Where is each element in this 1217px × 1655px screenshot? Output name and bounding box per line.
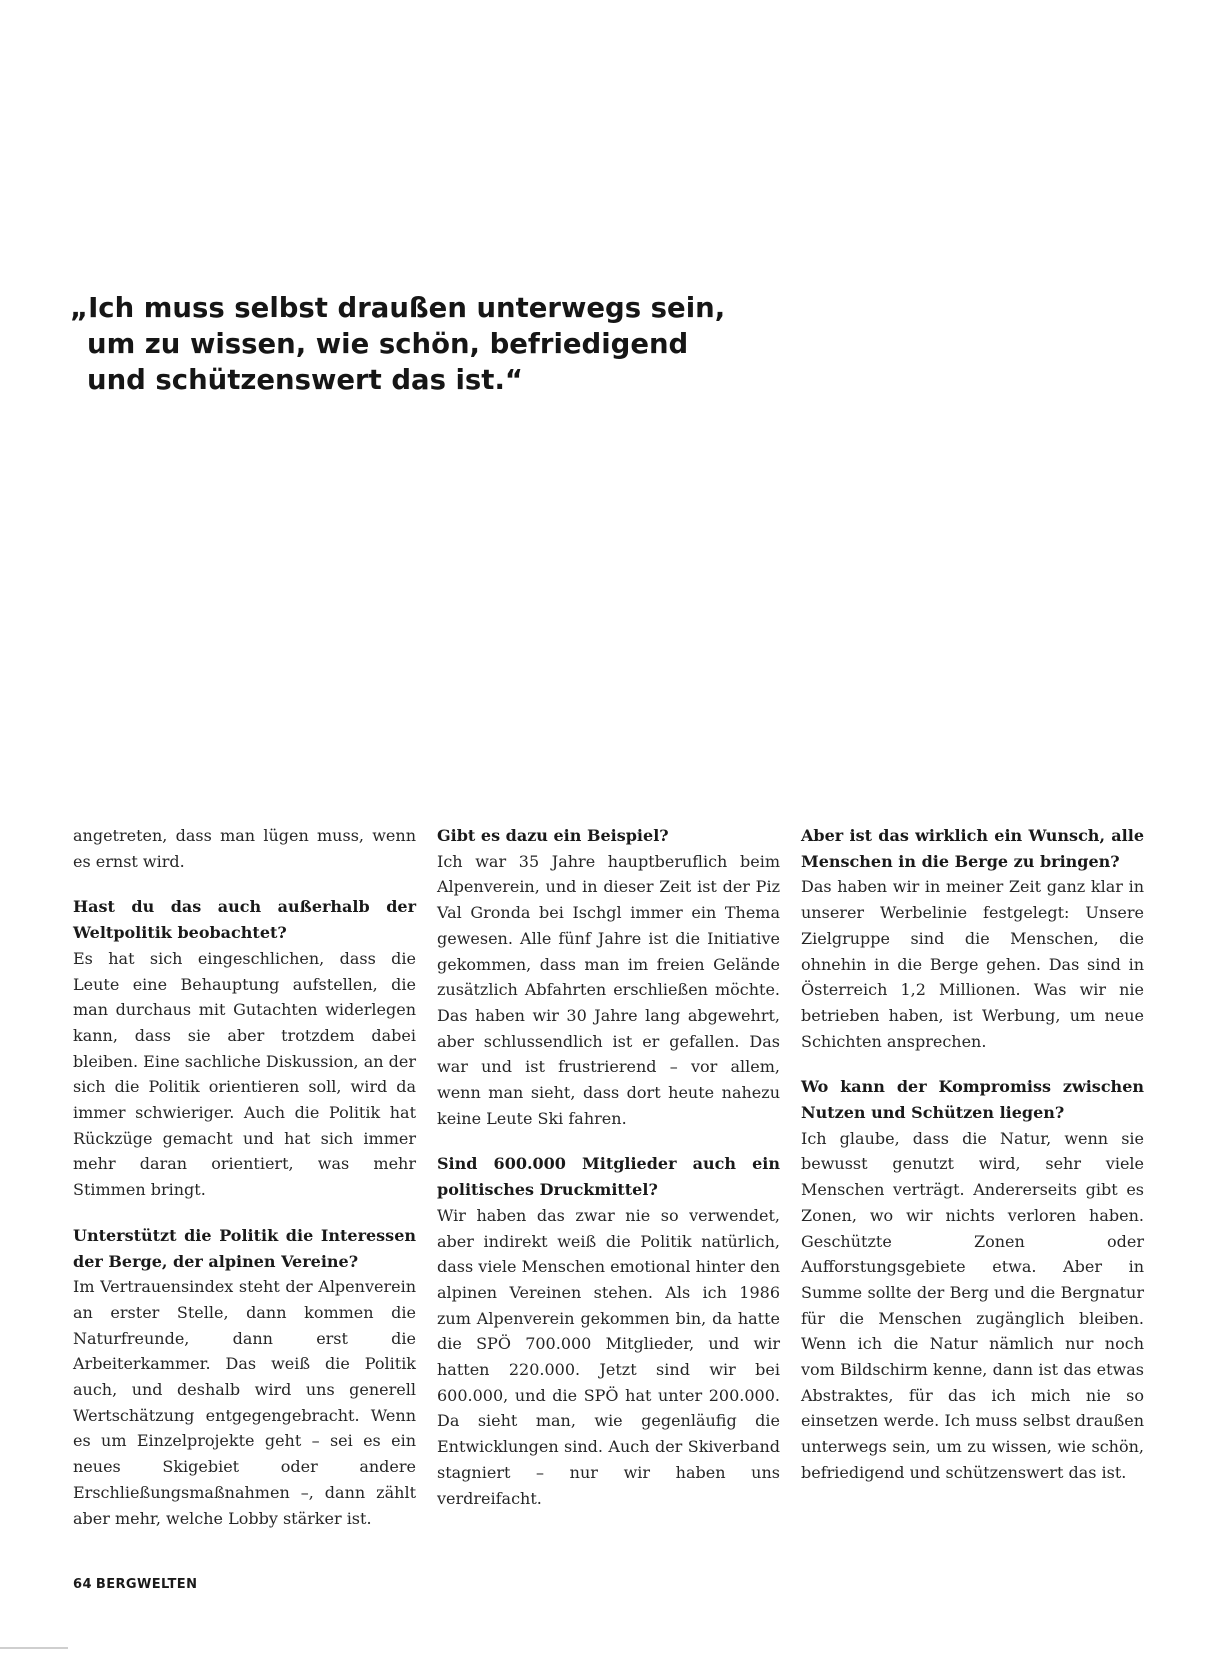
page-edge-line [0, 1647, 68, 1649]
interview-question: Wo kann der Kompromiss zwischen Nutzen und Schützen liegen? [801, 1077, 1144, 1123]
magazine-name: BERGWELTEN [95, 1577, 198, 1592]
text-column-1 [73, 823, 416, 1531]
page-footer [73, 1577, 197, 1592]
interview-question: Aber ist das wirklich ein Wunsch, alle Menschen in die Berge zu bringen? [801, 826, 1144, 871]
answer-paragraph: Das haben wir in meiner Zeit ganz klar in unserer Werbelinie festgelegt: Unsere Zielgruppe sind die Menschen, die ohnehin in die Berge gehen. Das sind in Österreich 1,2 Millionen. Was wir nie betrieben haben, ist Werbung, um neue Schichten ansprechen. [801, 877, 1144, 1051]
answer-paragraph: angetreten, dass man lügen muss, wenn es ernst wird. [73, 826, 416, 871]
text-column-2 [437, 823, 780, 1511]
interview-question: Sind 600.000 Mitglieder auch ein politisches Druckmittel? [437, 1154, 780, 1200]
pull-quote [70, 290, 770, 398]
interview-question: Gibt es dazu ein Beispiel? [437, 826, 669, 845]
answer-paragraph: Es hat sich eingeschlichen, dass die Leute eine Behauptung aufstellen, die man durchaus mit Gutachten widerlegen kann, dass sie aber trotzdem dabei bleiben. Eine sachliche Diskussion, an der sich die Politik orientieren soll, wird da immer schwieriger. Auch die Politik hat Rückzüge gemacht und hat sich immer mehr daran orientiert, was mehr Stimmen bringt. [73, 948, 416, 1200]
answer-paragraph: Wir haben das zwar nie so verwendet, aber indirekt weiß die Politik natürlich, dass viele Menschen emotional hinter den alpinen Vereinen stehen. Als ich 1986 zum Alpenverein gekommen bin, da hatte die SPÖ 700.000 Mitglieder, und wir hatten 220.000. Jetzt sind wir bei 600.000, und die SPÖ hat unter 200.000. Da sieht man, wie gegenläufig die Entwicklungen sind. Auch der Skiverband stagniert – nur wir haben uns verdreifacht. [437, 1205, 780, 1508]
answer-paragraph: Ich glaube, dass die Natur, wenn sie bewusst genutzt wird, sehr viele Menschen verträgt. Andererseits gibt es Zonen, wo wir nichts verloren haben. Geschützte Zonen oder Aufforstungsgebiete etwa. Aber in Summe sollte der Berg und die Bergnatur für die Menschen zugänglich bleiben. Wenn ich die Natur nämlich nur noch vom Bildschirm kenne, dann ist das etwas Abstraktes, für das ich mich nie so einsetzen werde. Ich muss selbst draußen unterwegs sein, um zu wissen, wie schön, befriedigend und schützenswert das ist. [801, 1128, 1144, 1482]
pull-quote-line: „Ich muss selbst draußen unterwegs sein, [70, 292, 726, 324]
text-column-3 [801, 823, 1144, 1486]
answer-paragraph: Ich war 35 Jahre hauptberuflich beim Alpenverein, und in dieser Zeit ist der Piz Val Gronda bei Ischgl immer ein Thema gewesen. Alle fünf Jahre ist die Initiative gekommen, dass man im freien Gelände zusätzlich Abfahrten erschließen möchte. Das haben wir 30 Jahre lang abgewehrt, aber schlussendlich ist er gefallen. Das war und ist frustrierend – vor allem, wenn man sieht, dass dort heute nahezu keine Leute Ski fahren. [437, 851, 780, 1128]
pull-quote-line: und schützenswert das ist.“ [87, 364, 523, 396]
page-number: 64 [73, 1577, 92, 1592]
interview-question: Hast du das auch außerhalb der Weltpolitik beobachtet? [73, 897, 416, 943]
pull-quote-line: um zu wissen, wie schön, befriedigend [87, 328, 689, 360]
interview-question: Unterstützt die Politik die Interessen der Berge, der alpinen Vereine? [73, 1225, 416, 1271]
answer-paragraph: Im Vertrauensindex steht der Alpenverein an erster Stelle, dann kommen die Naturfreunde, dann erst die Arbeiterkammer. Das weiß die Politik auch, und deshalb wird uns generell Wertschätzung entgegengebracht. Wenn es um Einzelprojekte geht – sei es ein neues Skigebiet oder andere Erschließungsmaßnahmen –, dann zählt aber mehr, welche Lobby stärker ist. [73, 1277, 416, 1528]
